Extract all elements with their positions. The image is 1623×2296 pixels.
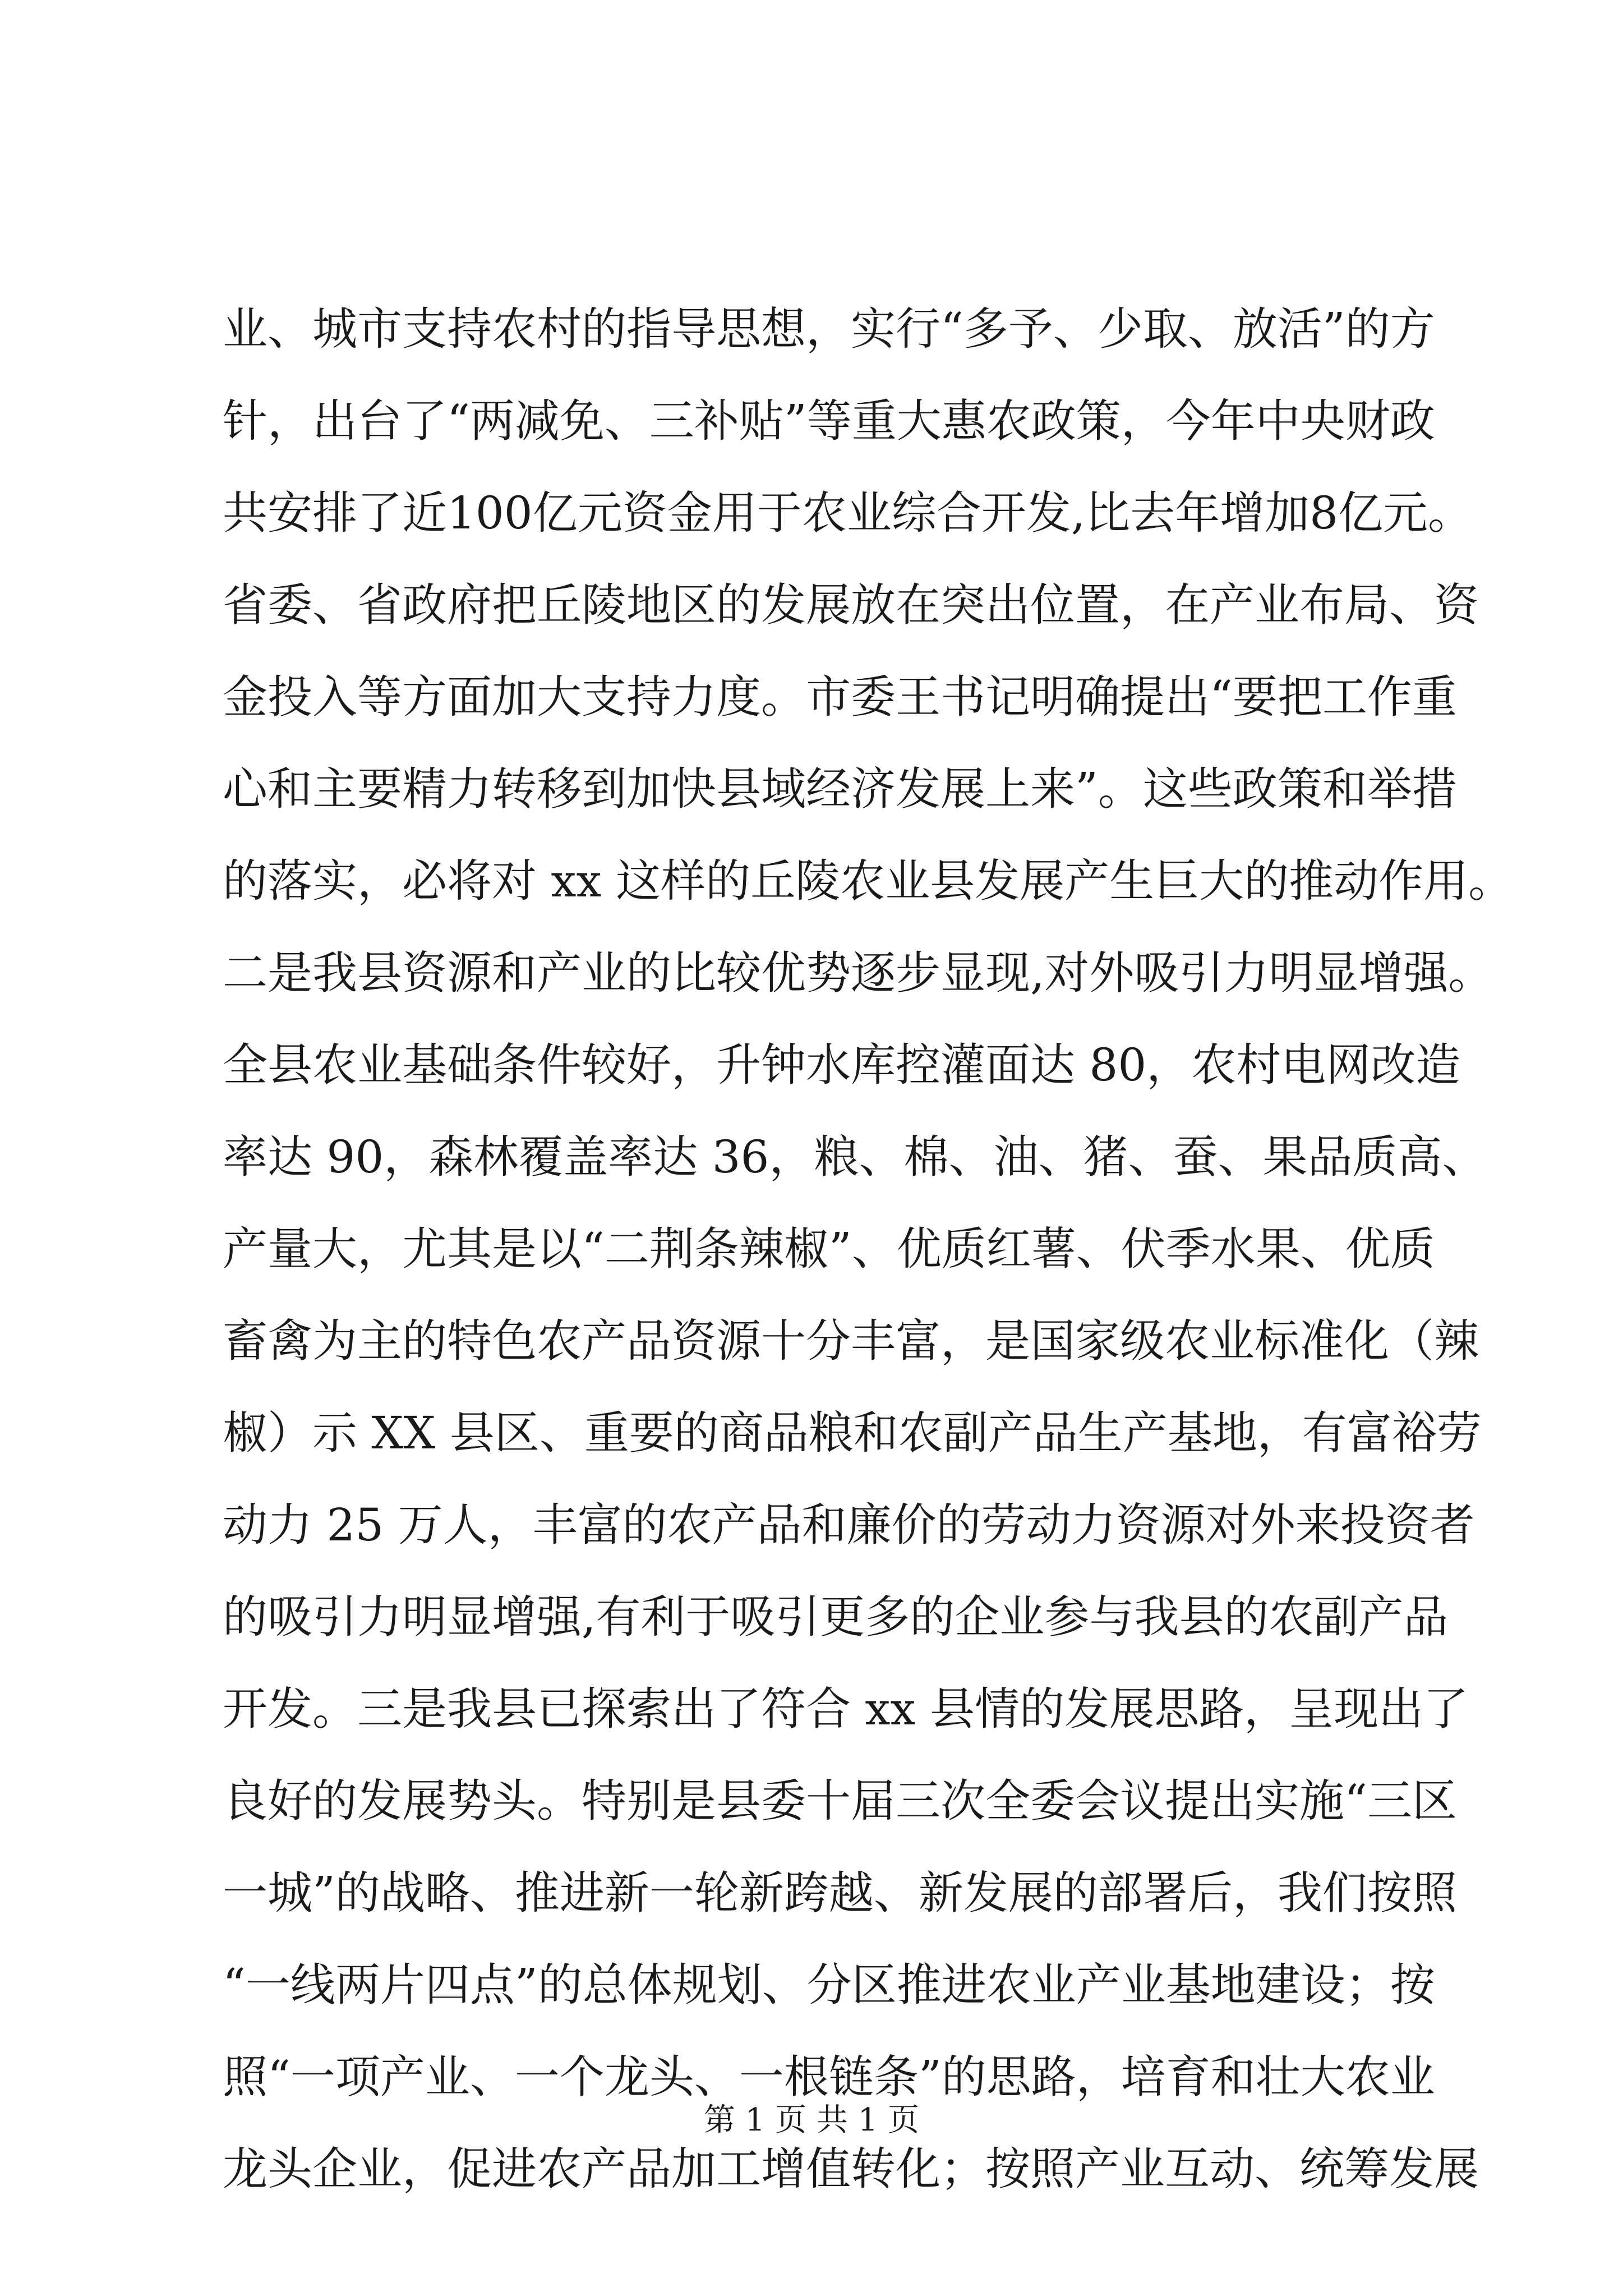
text-line: 畜禽为主的特色农产品资源十分丰富，是国家级农业标准化（辣 — [223, 1315, 1479, 1367]
text-line: 一城”的战略、推进新一轮新跨越、新发展的部署后，我们按照 — [223, 1867, 1457, 1919]
text-line: 针，出台了“两减免、三补贴”等重大惠农政策，今年中央财政 — [223, 395, 1435, 447]
text-line: 良好的发展势头。特别是县委十届三次全委会议提出实施“三区 — [223, 1775, 1457, 1827]
text-line: 全县农业基础条件较好，升钟水库控灌面达 80，农村电网改造 — [223, 1039, 1461, 1091]
text-line: 二是我县资源和产业的比较优势逐步显现,对外吸引力明显增强。 — [223, 947, 1493, 999]
text-line: 照“一项产业、一个龙头、一根链条”的思路，培育和壮大农业 — [223, 2051, 1435, 2103]
text-line: 率达 90，森林覆盖率达 36，粮、棉、油、猪、蚕、果品质高、 — [223, 1131, 1487, 1183]
text-line: 动力 25 万人，丰富的农产品和廉价的劳动力资源对外来投资者 — [223, 1499, 1475, 1551]
page-footer — [0, 2101, 1623, 2140]
text-line: “一线两片四点”的总体规划、分区推进农业产业基地建设；按 — [223, 1959, 1435, 2011]
text-line: 龙头企业，促进农产品加工增值转化；按照产业互动、统筹发展 — [223, 2143, 1479, 2195]
text-line: 椒）示 XX 县区、重要的商品粮和农副产品生产基地，有富裕劳 — [223, 1407, 1482, 1459]
body-text — [223, 283, 1514, 2215]
text-line: 产量大，尤其是以“二荆条辣椒”、优质红薯、伏季水果、优质 — [223, 1223, 1435, 1275]
text-line: 开发。三是我县已探索出了符合 xx 县情的发展思路，呈现出了 — [223, 1683, 1469, 1735]
text-line: 的落实，必将对 xx 这样的丘陵农业县发展产生巨大的推动作用。 — [223, 855, 1514, 907]
text-line: 共安排了近100亿元资金用于农业综合开发,比去年增加8亿元。 — [223, 487, 1473, 539]
text-line: 金投入等方面加大支持力度。市委王书记明确提出“要把工作重 — [223, 671, 1457, 723]
text-line: 业、城市支持农村的指导思想，实行“多予、少取、放活”的方 — [223, 303, 1435, 355]
text-line: 省委、省政府把丘陵地区的发展放在突出位置，在产业布局、资 — [223, 579, 1479, 631]
page-number: 第 1 页 共 1 页 — [703, 2102, 920, 2138]
text-line: 的吸引力明显增强,有利于吸引更多的企业参与我县的农副产品 — [223, 1591, 1449, 1643]
text-line: 心和主要精力转移到加快县域经济发展上来”。这些政策和举措 — [223, 763, 1457, 815]
